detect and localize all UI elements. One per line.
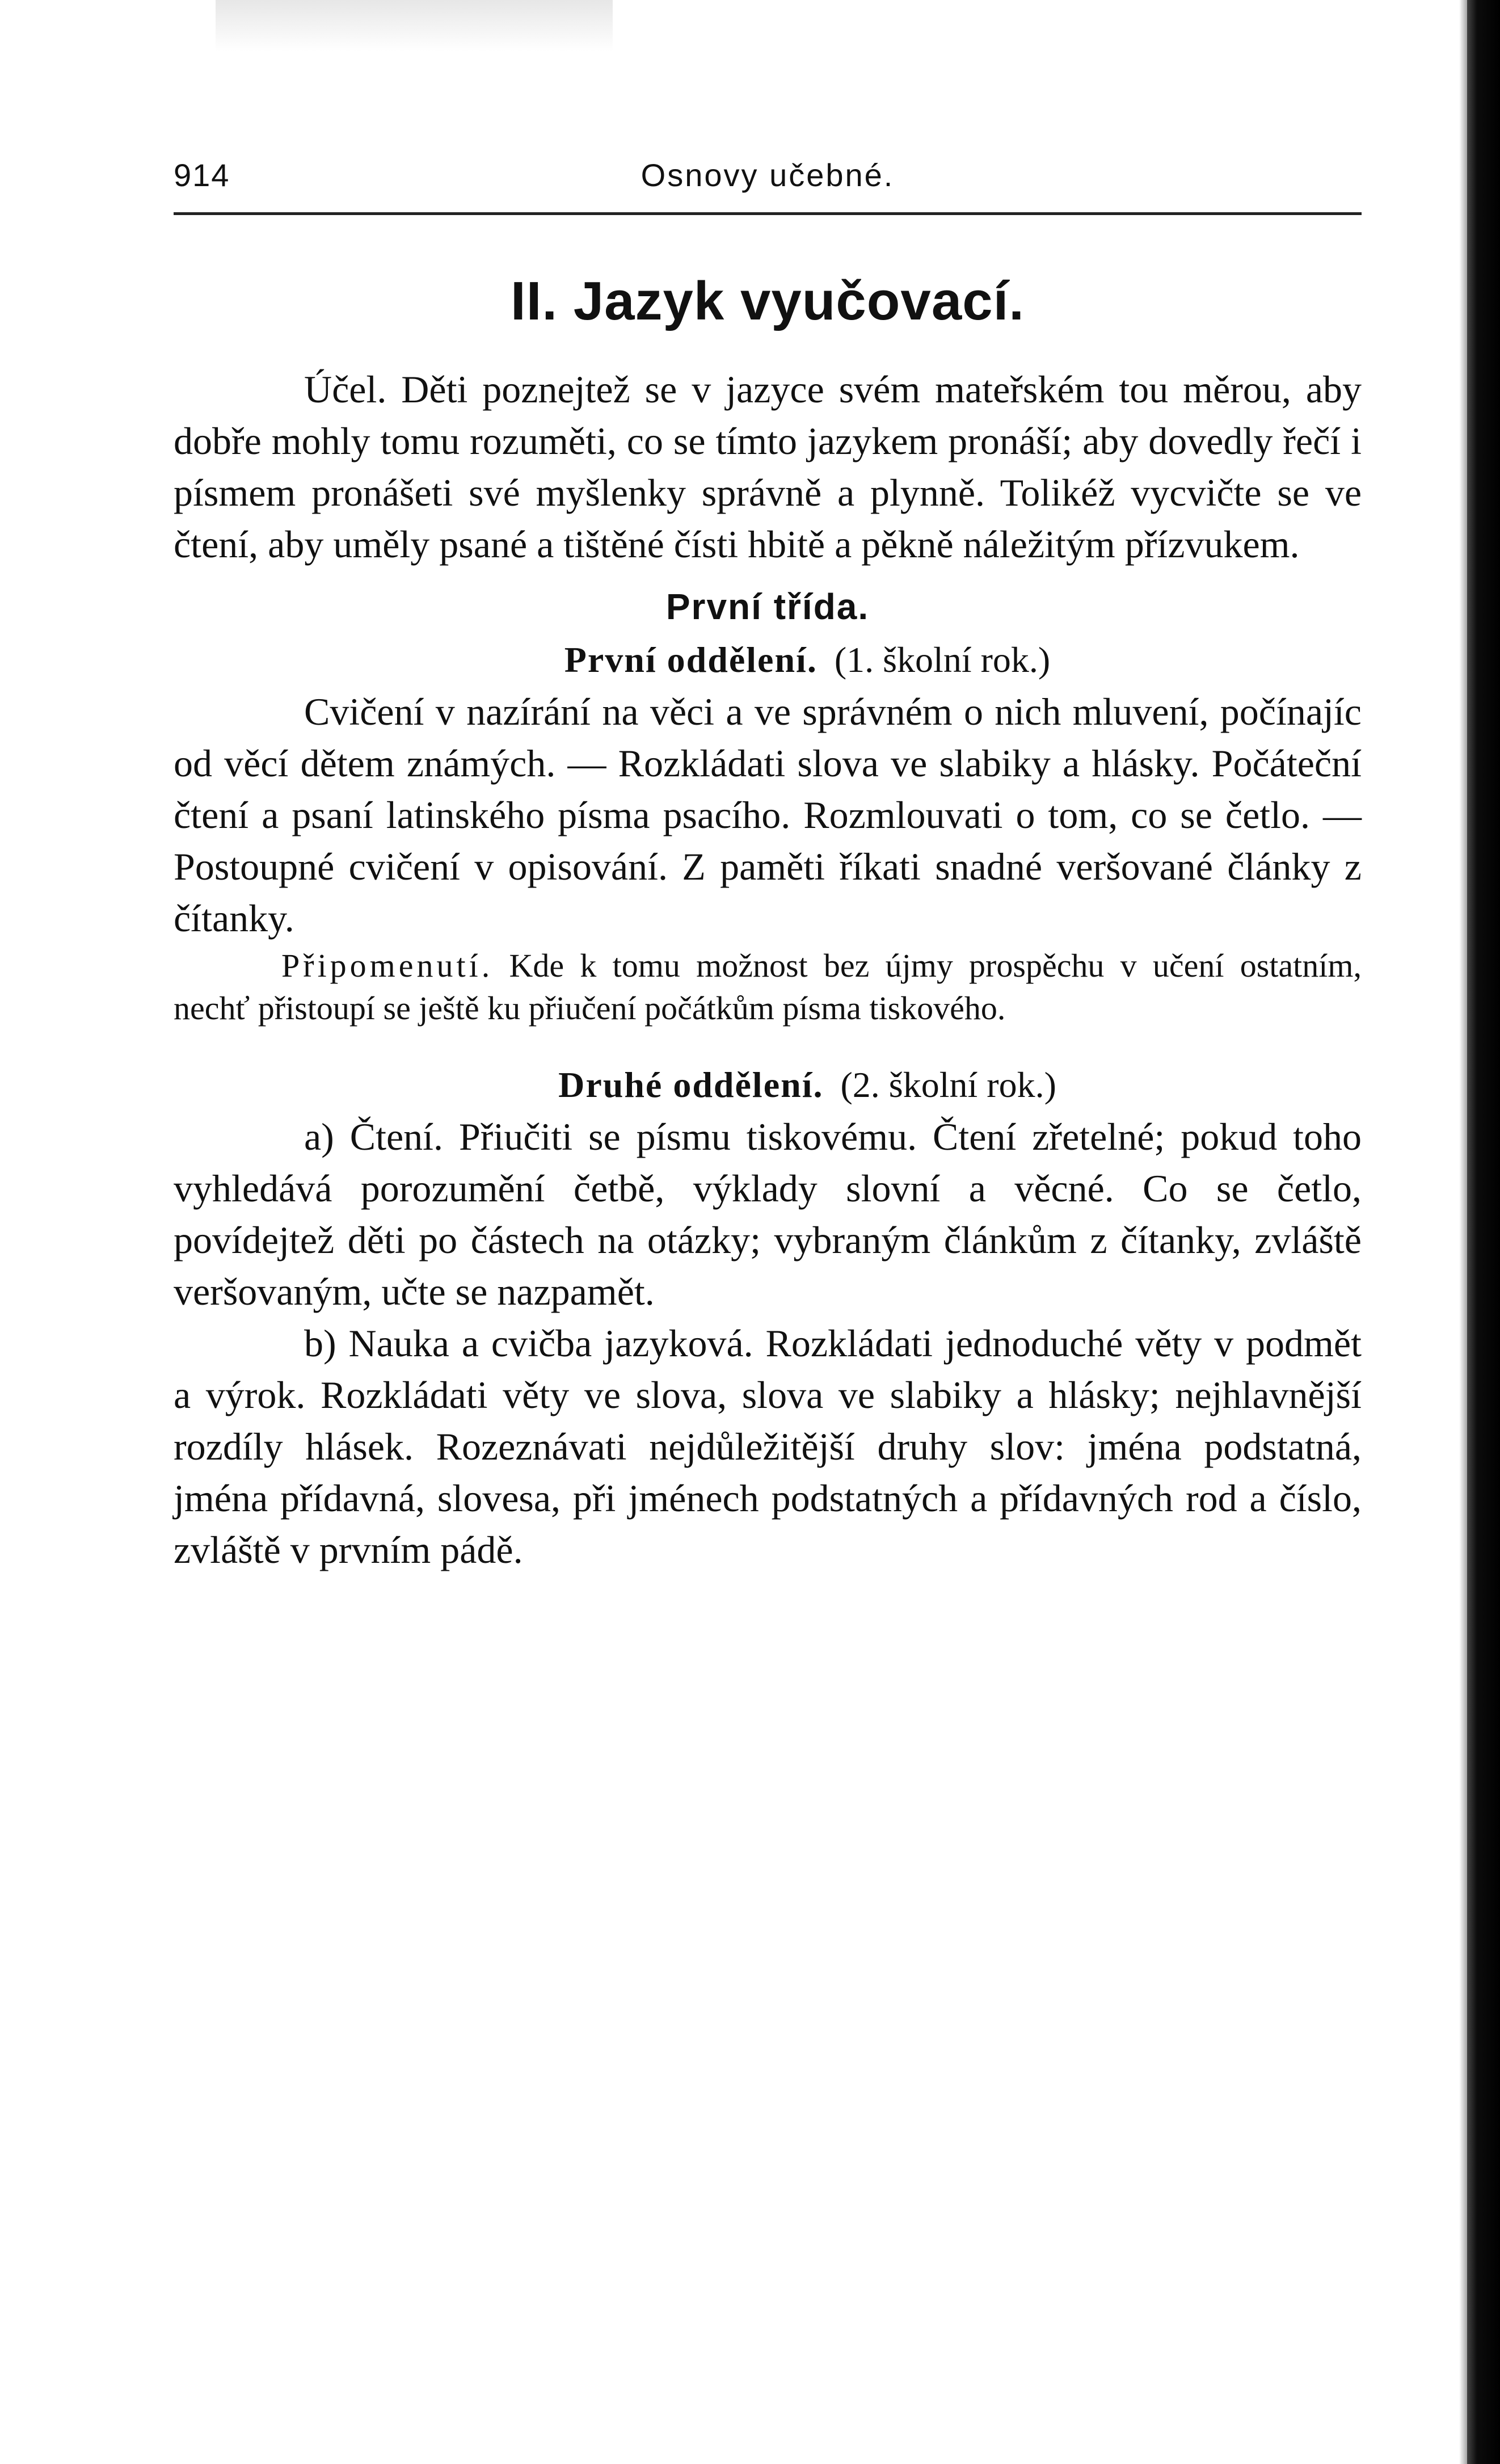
division-2-paragraph-b: b) Nauka a cvičba jazyková. Rozkládati jednoduché věty v podmět a výrok. Rozkládati věty ve slova, slova ve slabiky a hlásky; nejhlavnější rozdíly hlásek. Rozeznávati nejdůležitější druhy slov: jména podstatná, jména přídavná, slovesa, při jménech podstatných a přídavných rod a číslo, zvláště v prvním pádě.	[174, 1322, 1362, 1571]
division-2-paragraph-a: a) Čtení. Přiučiti se písmu tiskovému. Čtení zřetelné; pokud toho vyhledává porozumění četbě, výklady slovní a věcné. Co se četlo, povídejtež děti po částech na otázky; vybraným článkům z čítanky, zvláště veršovaným, učte se nazpamět.	[174, 1115, 1362, 1313]
division-1-title: První oddělení.	[564, 640, 818, 680]
division-1-note	[174, 944, 1362, 1029]
page-body	[174, 270, 1362, 1576]
grade-title: První třída.	[665, 586, 870, 627]
division-2-heading	[174, 1059, 1362, 1111]
header-rule	[174, 212, 1362, 215]
note-label: Připomenutí.	[281, 947, 494, 984]
division-2-title: Druhé oddělení.	[558, 1065, 824, 1105]
division-1-paragraph: Cvičení v nazírání na věci a ve správném o nich mluvení, počínajíc od věcí dětem známých. — Rozkládati slova ve slabiky a hlásky. Počáteční čtení a psaní latinského písma psacího. Rozmlouvati o tom, co se četlo. — Postoupné cvičení v opisování. Z paměti říkati snadné veršované články z čítanky.	[174, 690, 1362, 940]
division-2-year: (2. školní rok.)	[840, 1065, 1056, 1105]
intro-paragraph: Účel. Děti poznejtež se v jazyce svém mateřském tou měrou, aby dobře mohly tomu rozuměti, co se tímto jazykem pronáší; aby dovedly řečí i písmem pronášeti své myšlenky správně a plynně. Tolikéž vycvičte se ve čtení, aby uměly psané a tištěné čísti hbitě a pěkně náležitým přízvukem.	[174, 368, 1362, 566]
scan-edge	[1467, 0, 1500, 2464]
running-title: Osnovy učebné.	[641, 157, 895, 193]
scan-edge-shadow	[1459, 0, 1467, 2464]
note-text: Kde k tomu možnost bez újmy prospěchu v učení ostatním, nechť přistoupí se ještě ku přiučení počátkům písma tiskového.	[174, 947, 1362, 1027]
page-header	[174, 157, 1362, 202]
book-page	[174, 157, 1362, 2256]
page-number: 914	[174, 157, 230, 193]
section-title: II. Jazyk vyučovací.	[511, 271, 1025, 331]
scan-smudge	[216, 0, 613, 51]
division-1-heading	[174, 634, 1362, 686]
division-1-year: (1. školní rok.)	[834, 640, 1051, 680]
